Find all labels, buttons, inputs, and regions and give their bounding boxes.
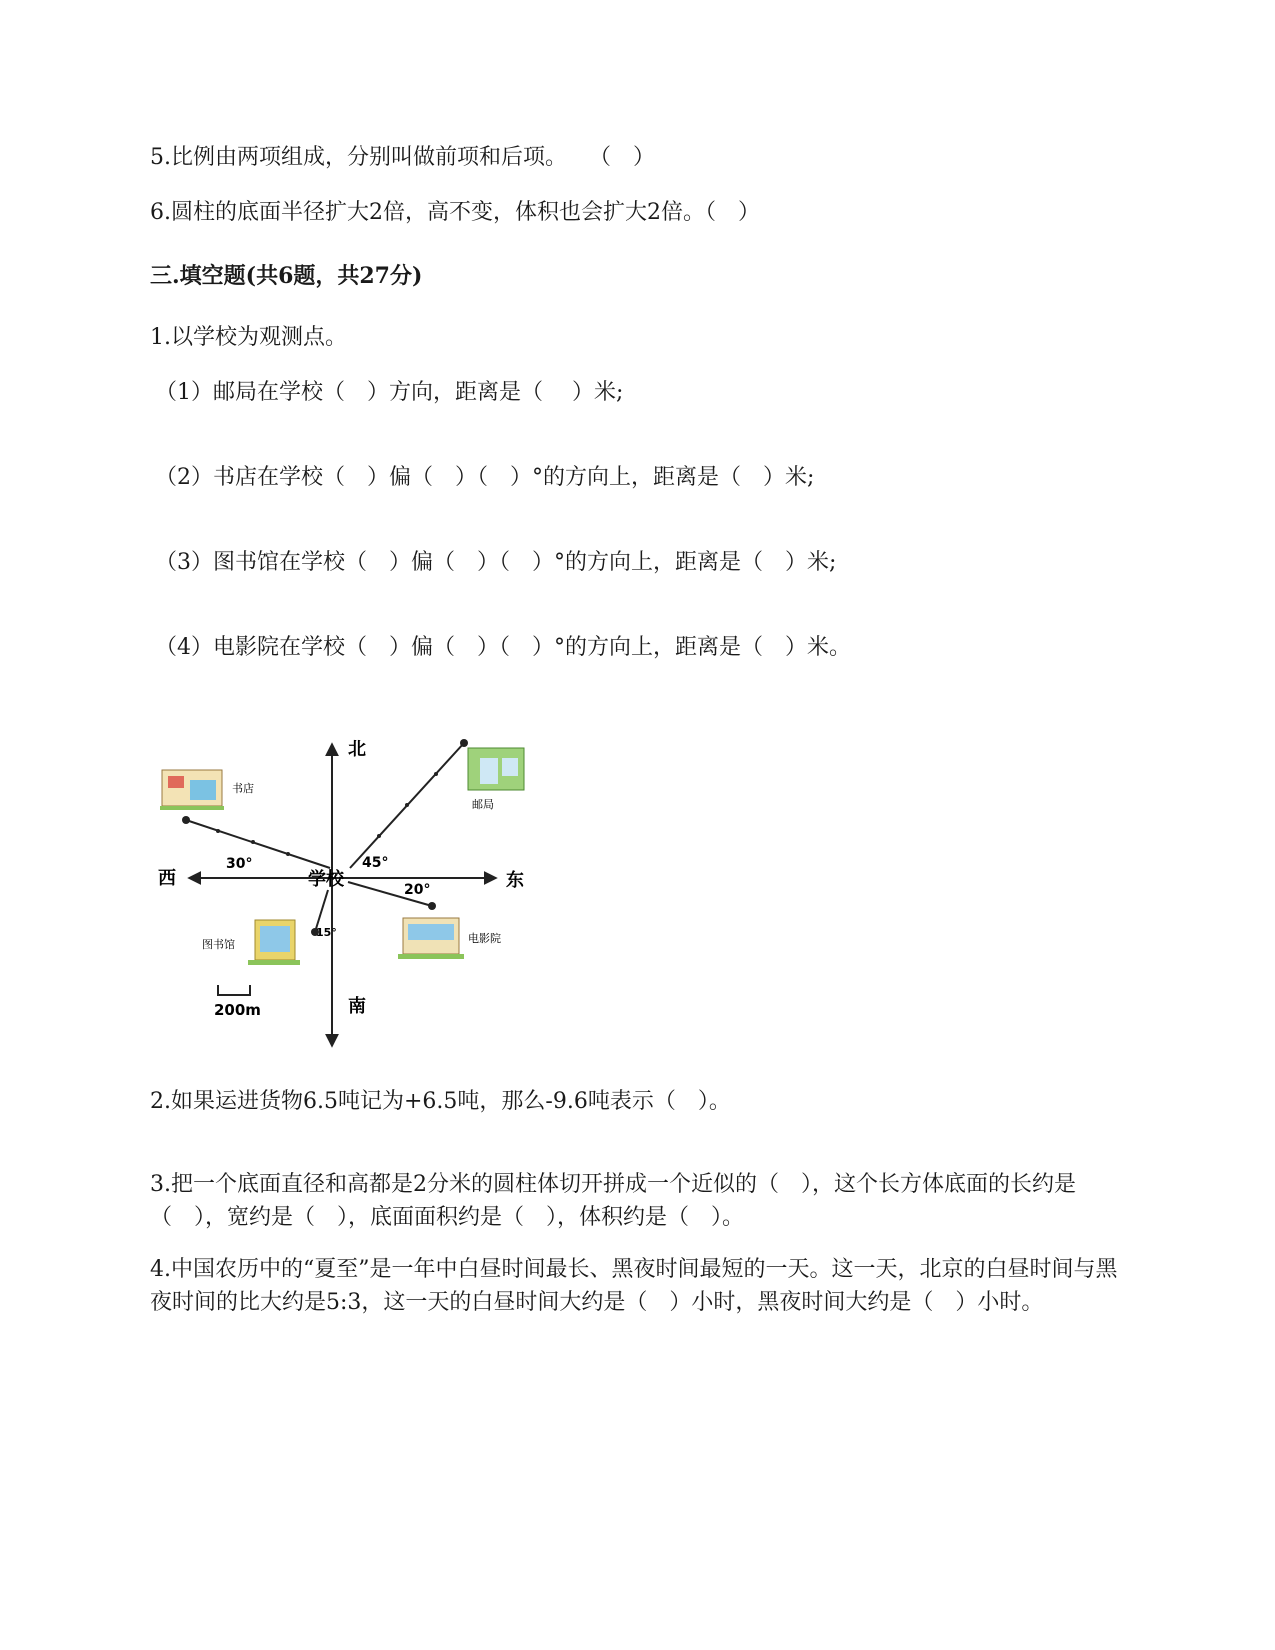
label-north: 北 (348, 739, 366, 760)
angle-post: 45° (362, 855, 389, 871)
q1-part-4: （4）电影院在学校（ ）偏（ ）（ ）°的方向上，距离是（ ）米。 (155, 635, 851, 660)
tick-dot (377, 834, 381, 838)
judgment-q6: 6.圆柱的底面半径扩大2倍，高不变，体积也会扩大2倍。（ ） (150, 200, 760, 225)
label-bookstore: 书店 (232, 782, 254, 795)
q1-stem: 1.以学校为观测点。 (150, 325, 347, 350)
section-title: 三.填空题(共6题，共27分) (150, 263, 423, 289)
cinema-icon (398, 918, 464, 959)
label-post-office: 邮局 (472, 798, 494, 811)
q1-part-1: （1）邮局在学校（ ）方向，距离是（ ）米; (155, 380, 624, 405)
angle-library: 15° (316, 926, 337, 939)
q1-part-2: （2）书店在学校（ ）偏（ ）（ ）°的方向上，距离是（ ）米; (155, 465, 815, 490)
tick-dot (405, 803, 409, 807)
dot-cinema (428, 902, 436, 910)
judgment-q5: 5.比例由两项组成，分别叫做前项和后项。 （ ） (150, 145, 655, 170)
q3: 3.把一个底面直径和高都是2分米的圆柱体切开拼成一个近似的（ ），这个长方体底面的长约是（ ），宽约是（ ），底面面积约是（ ），体积约是（ ）。 (150, 1172, 1076, 1230)
q2: 2.如果运进货物6.5吨记为+6.5吨，那么-9.6吨表示（ ）。 (150, 1089, 731, 1114)
ray-bookstore (186, 820, 330, 868)
tick-dot (286, 852, 290, 856)
scale-label: 200m (214, 1001, 261, 1019)
direction-map (150, 739, 570, 1070)
tick-dot (434, 772, 438, 776)
q4: 4.中国农历中的“夏至”是一年中白昼时间最长、黑夜时间最短的一天。这一天，北京的白昼时间与黑夜时间的比大约是5:3，这一天的白昼时间大约是（ ）小时，黑夜时间大约是（ ）小时。 (150, 1257, 1118, 1315)
dot-post-office (460, 739, 468, 747)
label-west: 西 (158, 868, 176, 889)
q1-part-3: （3）图书馆在学校（ ）偏（ ）（ ）°的方向上，距离是（ ）米; (155, 550, 837, 575)
label-center: 学校 (308, 869, 344, 890)
scale-bar (218, 985, 250, 995)
angle-cinema: 20° (404, 882, 431, 898)
label-library: 图书馆 (202, 938, 235, 951)
bookstore-icon (160, 770, 224, 810)
angle-bookstore: 30° (226, 856, 253, 872)
tick-dot (216, 829, 220, 833)
library-icon (248, 920, 300, 965)
dot-bookstore (182, 816, 190, 824)
post-office-icon (468, 748, 524, 790)
label-cinema: 电影院 (468, 932, 501, 945)
label-south: 南 (348, 996, 366, 1017)
label-east: 东 (506, 870, 524, 891)
tick-dot (251, 840, 255, 844)
